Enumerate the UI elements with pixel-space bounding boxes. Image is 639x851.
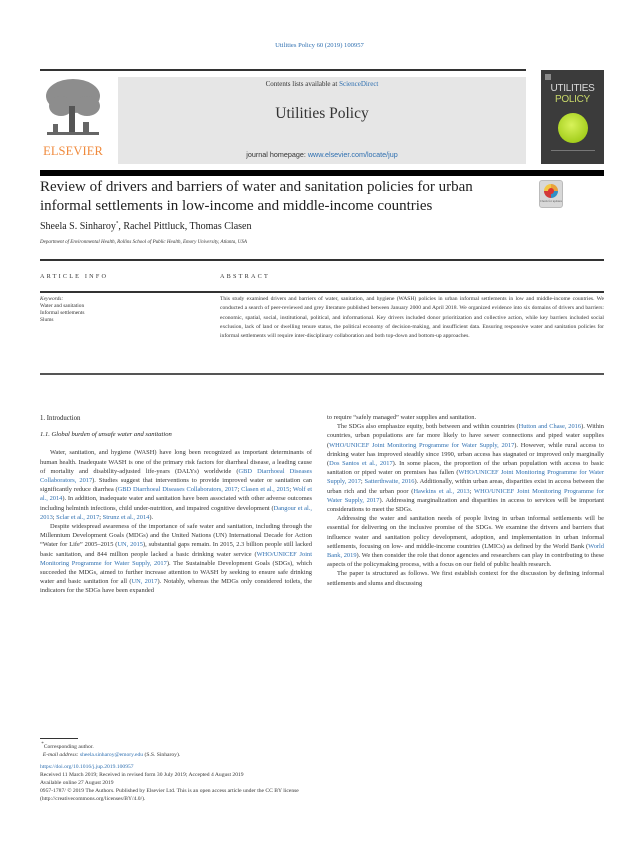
journal-cover-image[interactable] bbox=[541, 70, 604, 164]
citation-link[interactable]: Hutton and Chase, 2016 bbox=[518, 423, 582, 431]
abstract-bottom-rule bbox=[40, 373, 604, 375]
citation-link[interactable]: Hawkins et al., 2013 bbox=[413, 487, 470, 495]
citation-link[interactable]: Strunz et al., 2014 bbox=[102, 513, 150, 521]
citation-link[interactable]: Dos Santos et al., 2017 bbox=[329, 460, 393, 468]
elsevier-wordmark: ELSEVIER bbox=[43, 144, 103, 158]
author-list bbox=[40, 221, 251, 232]
cover-footer-line bbox=[551, 150, 595, 151]
subsection-heading: 1.1. Global burden of unsafe water and sanitation bbox=[40, 431, 172, 439]
abstract-rule bbox=[220, 291, 604, 293]
cover-title-line1: UTILITIES bbox=[550, 83, 595, 94]
citation-link[interactable]: WHO/UNICEF Joint Monitoring Programme for Water Supply, 2017 bbox=[327, 469, 604, 486]
paragraph: to require “safely managed” water supplies and sanitation. bbox=[327, 414, 477, 421]
crossmark-icon bbox=[544, 184, 558, 198]
keywords-label: Keywords: bbox=[40, 296, 64, 302]
citation-link[interactable]: Dangour et al., 2013 bbox=[40, 504, 312, 521]
sciencedirect-link[interactable]: ScienceDirect bbox=[339, 80, 379, 88]
copyright: 0957-1787/ © 2019 The Authors. Published by Elsevier Ltd. This is an open access article under the CC BY license bbox=[40, 788, 299, 794]
article-title: Review of drivers and barriers of water and sanitation policies for urban informal settlements in low-income and middle-income countries bbox=[40, 179, 473, 214]
citation-link[interactable]: WHO/UNICEF Joint Monitoring Programme for Water Supply, 2017 bbox=[327, 487, 604, 504]
elsevier-logo[interactable] bbox=[40, 76, 106, 164]
citation-link[interactable]: Satterthwaite, 2016 bbox=[364, 478, 415, 486]
citation-link[interactable]: WHO/UNICEF Joint Monitoring Programme for Water Supply, 2017 bbox=[40, 550, 312, 567]
journal-masthead bbox=[118, 77, 526, 164]
history: Received 11 March 2019; Received in revised form 30 July 2019; Accepted 4 August 2019 bbox=[40, 772, 244, 778]
keyword: Slums bbox=[40, 317, 54, 323]
citation-link[interactable]: UN, 2015 bbox=[117, 541, 143, 549]
affiliation: Department of Environmental Health, Rollins School of Public Health, Emory University, Atlanta, USA bbox=[40, 240, 247, 245]
contents-line: Contents lists available at ScienceDirect bbox=[265, 80, 379, 88]
abstract-heading: ABSTRACT bbox=[220, 273, 270, 280]
citation-link[interactable]: UN, 2017 bbox=[131, 578, 158, 586]
check-for-updates-button[interactable]: Check for updates bbox=[539, 180, 563, 208]
elsevier-tree-icon bbox=[43, 76, 103, 142]
available-online: Available online 27 August 2019 bbox=[40, 780, 114, 786]
paragraph: Addressing the water and sanitation needs of people living in urban informal settlements will be essential for delivering on the inclusive promise of the SDGs. We examine the drivers and barriers that influence water and sanitation policy development, adoption, and implementation in urban informal settlements, focusing on low- and middle-income countries (LMICs) as defined by the World Bank (World Bank, 2019). We then consider the role that donor agencies and researchers can play in contributing to these aspects of the policymaking process, with a focus on our field of public health research. bbox=[327, 515, 605, 569]
header-divider bbox=[40, 259, 604, 261]
author-name[interactable]: , Rachel Pittluck, Thomas Clasen bbox=[118, 221, 252, 232]
section-heading: 1. Introduction bbox=[40, 415, 81, 422]
citation-link[interactable]: WHO/UNICEF Joint Monitoring Programme for Water Supply, 2017 bbox=[329, 441, 515, 449]
paragraph: Despite widespread awareness of the importance of safe water and sanitation, including through the Millennium Development Goals (MDGs) and the United Nations (UN) International Decade for Action “Water for Life” 2005–2015 (UN, 2015), substantial gaps remain. In 2015, 2.3 billion people still lacked basic sanitation, and 844 million people lacked a basic drinking water service (WHO/UNICEF Joint Monitoring Programme for Water Supply, 2017). The Sustainable Development Goals (SDGs), which succeeded the MDGs, aimed to further increase attention to WASH by seeking to ensure safe drinking water and basic sanitation for all (UN, 2017). Notably, whereas the MDGs only considered toilets, the indicators for the SDGs have been expanded bbox=[40, 523, 312, 595]
keyword: Informal settlements bbox=[40, 310, 85, 316]
article-info-rule bbox=[40, 291, 229, 293]
masthead-top-rule bbox=[40, 69, 526, 71]
citation-link[interactable]: GBD Diarrhoeal Diseases Collaborators, 2017 bbox=[117, 486, 238, 494]
keywords bbox=[40, 296, 84, 324]
cover-publisher-mark bbox=[545, 74, 551, 80]
journal-homepage: journal homepage: www.elsevier.com/locate/jup bbox=[246, 150, 398, 159]
citation-link[interactable]: World Bank, 2019 bbox=[327, 542, 604, 560]
article-metadata bbox=[40, 763, 600, 803]
corresponding-mark[interactable]: * bbox=[115, 221, 119, 227]
masthead-bottom-rule bbox=[40, 170, 604, 176]
homepage-link[interactable]: www.elsevier.com/locate/jup bbox=[307, 150, 398, 159]
cover-title-line2: POLICY bbox=[555, 94, 590, 105]
citation-link[interactable]: Wolf et al., 2014 bbox=[40, 486, 313, 503]
body-column-left bbox=[40, 414, 312, 596]
cover-globe-graphic bbox=[558, 113, 588, 143]
abstract-text: This study examined drivers and barriers of water, sanitation, and hygiene (WASH) policies in urban informal settlements in low and middle-income countries. We conducted a search of peer-reviewed and grey literature published between January 2000 and April 2018. We organized evidence into six domains of drivers and barriers: economic, spatial, social, institutional, political, and informational. Key drivers included donor prioritization and collective action, while key barriers included social exclusion, lack of land or dwelling tenure status, the political economy of decision-making, and insufficient data. Ensuring responsive water and sanitation policies for informal settlements will require inter-disciplinary collaboration and both top-down and bottom-up approaches. bbox=[220, 296, 604, 340]
citation-link[interactable]: GBD Diarrhoeal Diseases Collaborators, 2017 bbox=[40, 467, 312, 485]
paragraph: Water, sanitation, and hygiene (WASH) have long been recognized as important determinants of human health. Inadequate WASH is one of the primary risk factors for diarrheal disease, a leading cause of mortality and disability-adjusted life-years (DALYs) worldwide (GBD Diarrhoeal Diseases Collaborators, 2017). Studies suggest that interventions to provide improved water or sanitation can significantly reduce diarrhea (GBD Diarrhoeal Diseases Collaborators, 2017; Clasen et al., 2015; Wolf et al., 2014). In addition, inadequate water and sanitation have been associated with other adverse outcomes including helminth infections, child under-nutrition, and impaired cognitive development (Dangour et al., 2013; Sclar et al., 2017; Strunz et al., 2014). bbox=[40, 449, 313, 521]
running-head[interactable]: Utilities Policy 60 (2019) 100957 bbox=[275, 42, 364, 49]
journal-title: Utilities Policy bbox=[275, 105, 369, 122]
email-link[interactable]: sheela.sinharoy@emory.edu bbox=[79, 751, 144, 758]
body-column-right bbox=[327, 413, 604, 588]
paragraph: The SDGs also emphasize equity, both between and within countries (Hutton and Chase, 2016). Within countries, urban populations are far more likely to have sewer connections and piped water supplies (WHO/UNICEF Joint Monitoring Programme for Water Supply, 2017). However, while rural access to drinking water has improved steadily since 1990, urban access has stagnated or improved only marginally (Dos Santos et al., 2017). In some places, the proportion of the urban population with access to basic sanitation or piped water on premises has fallen (WHO/UNICEF Joint Monitoring Programme for Water Supply, 2017; Satterthwaite, 2016). Additionally, within urban areas, disparities exist in access between the urban rich and the urban poor (Hawkins et al., 2013; WHO/UNICEF Joint Monitoring Programme for Water Supply, 2017). Addressing marginalization and disparities in access to services will be important considerations to meet the SDGs. bbox=[327, 423, 605, 514]
paragraph: The paper is structured as follows. We first establish context for the discussion by defining informal settlements and slums and discussing bbox=[327, 570, 604, 587]
article-info-heading: ARTICLE INFO bbox=[40, 273, 109, 280]
license-url[interactable]: (http://creativecommons.org/licenses/BY/4.0/). bbox=[40, 796, 146, 802]
footnote: *Corresponding author. E-mail address: sheela.sinharoy@emory.edu (S.S. Sinharoy). bbox=[41, 742, 181, 758]
footnote-rule bbox=[40, 738, 78, 739]
citation-link[interactable]: Clasen et al., 2015 bbox=[241, 486, 290, 494]
citation-link[interactable]: Sclar et al., 2017 bbox=[56, 513, 100, 521]
keyword: Water and sanitation bbox=[40, 303, 85, 309]
doi-link[interactable]: https://doi.org/10.1016/j.jup.2019.100957 bbox=[40, 764, 134, 770]
author-name[interactable]: Sheela S. Sinharoy bbox=[40, 221, 116, 232]
